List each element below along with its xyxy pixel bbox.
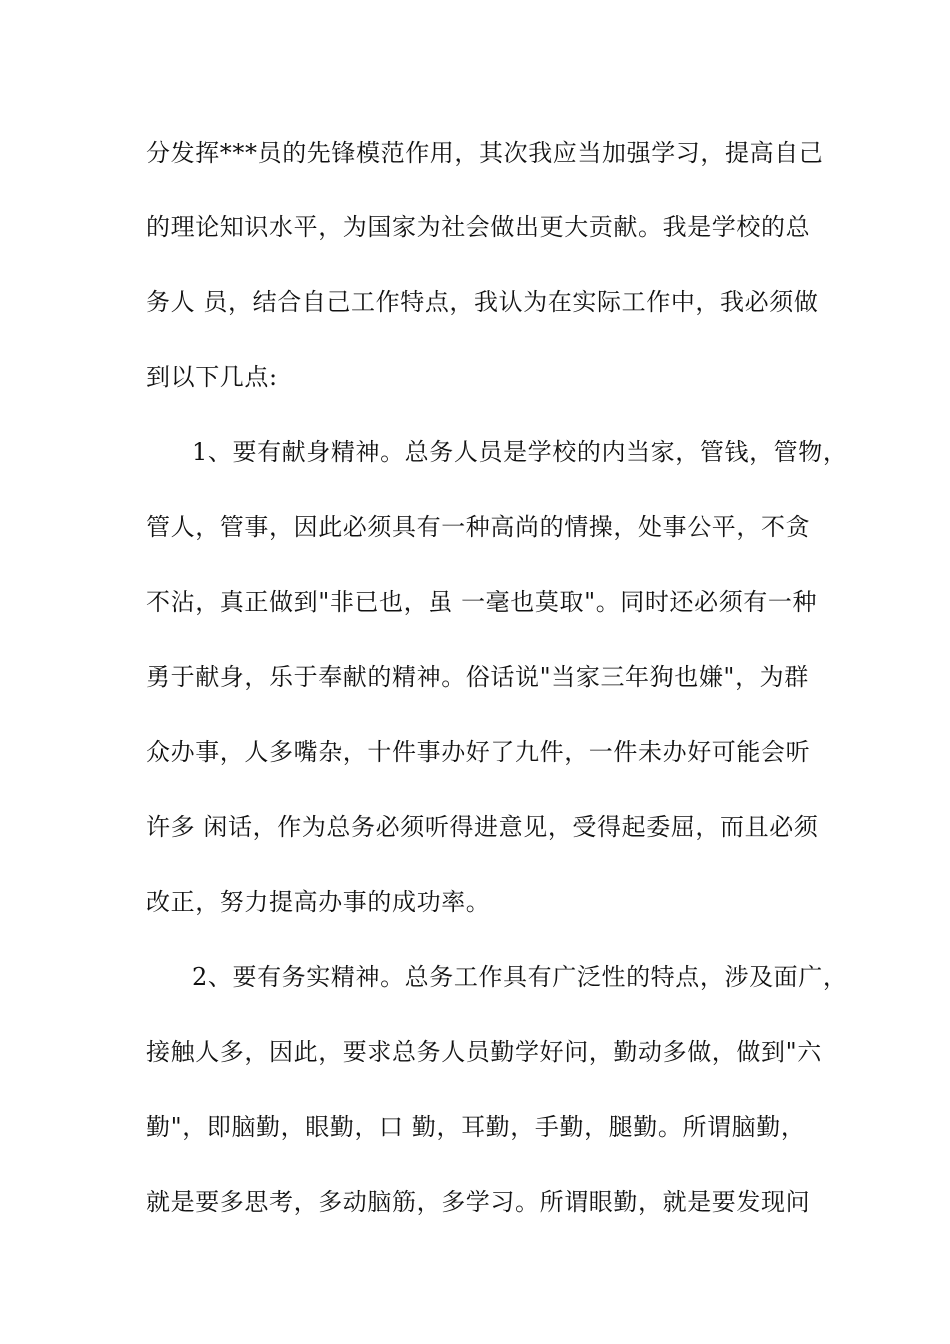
text-line: 改正，努力提高办事的成功率。 bbox=[146, 888, 491, 916]
text-line: 众办事，人多嘴杂，十件事办好了九件，一件未办好可能会听 bbox=[146, 738, 811, 766]
text-line: 分发挥***员的先锋模范作用，其次我应当加强学习，提高自己 bbox=[146, 139, 824, 167]
text-line: 许多 闲话，作为总务必须听得进意见，受得起委屈，而且必须 bbox=[146, 813, 819, 841]
text-line: 到以下几点: bbox=[146, 363, 278, 391]
paragraph-first-line: 2、要有务实精神。总务工作具有广泛性的特点，涉及面广， bbox=[192, 963, 848, 991]
text-line: 勤"，即脑勤，眼勤，口 勤，耳勤，手勤，腿勤。所谓脑勤， bbox=[146, 1113, 806, 1141]
text-line: 的理论知识水平，为国家为社会做出更大贡献。我是学校的总 bbox=[146, 213, 811, 241]
text-line: 勇于献身，乐于奉献的精神。俗话说"当家三年狗也嫌"，为群 bbox=[146, 663, 809, 691]
text-line: 不沾，真正做到"非已也，虽 一毫也莫取"。同时还必须有一种 bbox=[146, 588, 818, 616]
text-line: 就是要多思考，多动脑筋，多学习。所谓眼勤，就是要发现问 bbox=[146, 1188, 811, 1216]
text-line: 务人 员，结合自己工作特点，我认为在实际工作中，我必须做 bbox=[146, 288, 819, 316]
text-line: 接触人多，因此，要求总务人员勤学好问，勤动多做，做到"六 bbox=[146, 1038, 822, 1066]
text-line: 管人，管事，因此必须具有一种高尚的情操，处事公平，不贪 bbox=[146, 513, 811, 541]
paragraph-first-line: 1、要有献身精神。总务人员是学校的内当家，管钱，管物， bbox=[192, 438, 848, 466]
